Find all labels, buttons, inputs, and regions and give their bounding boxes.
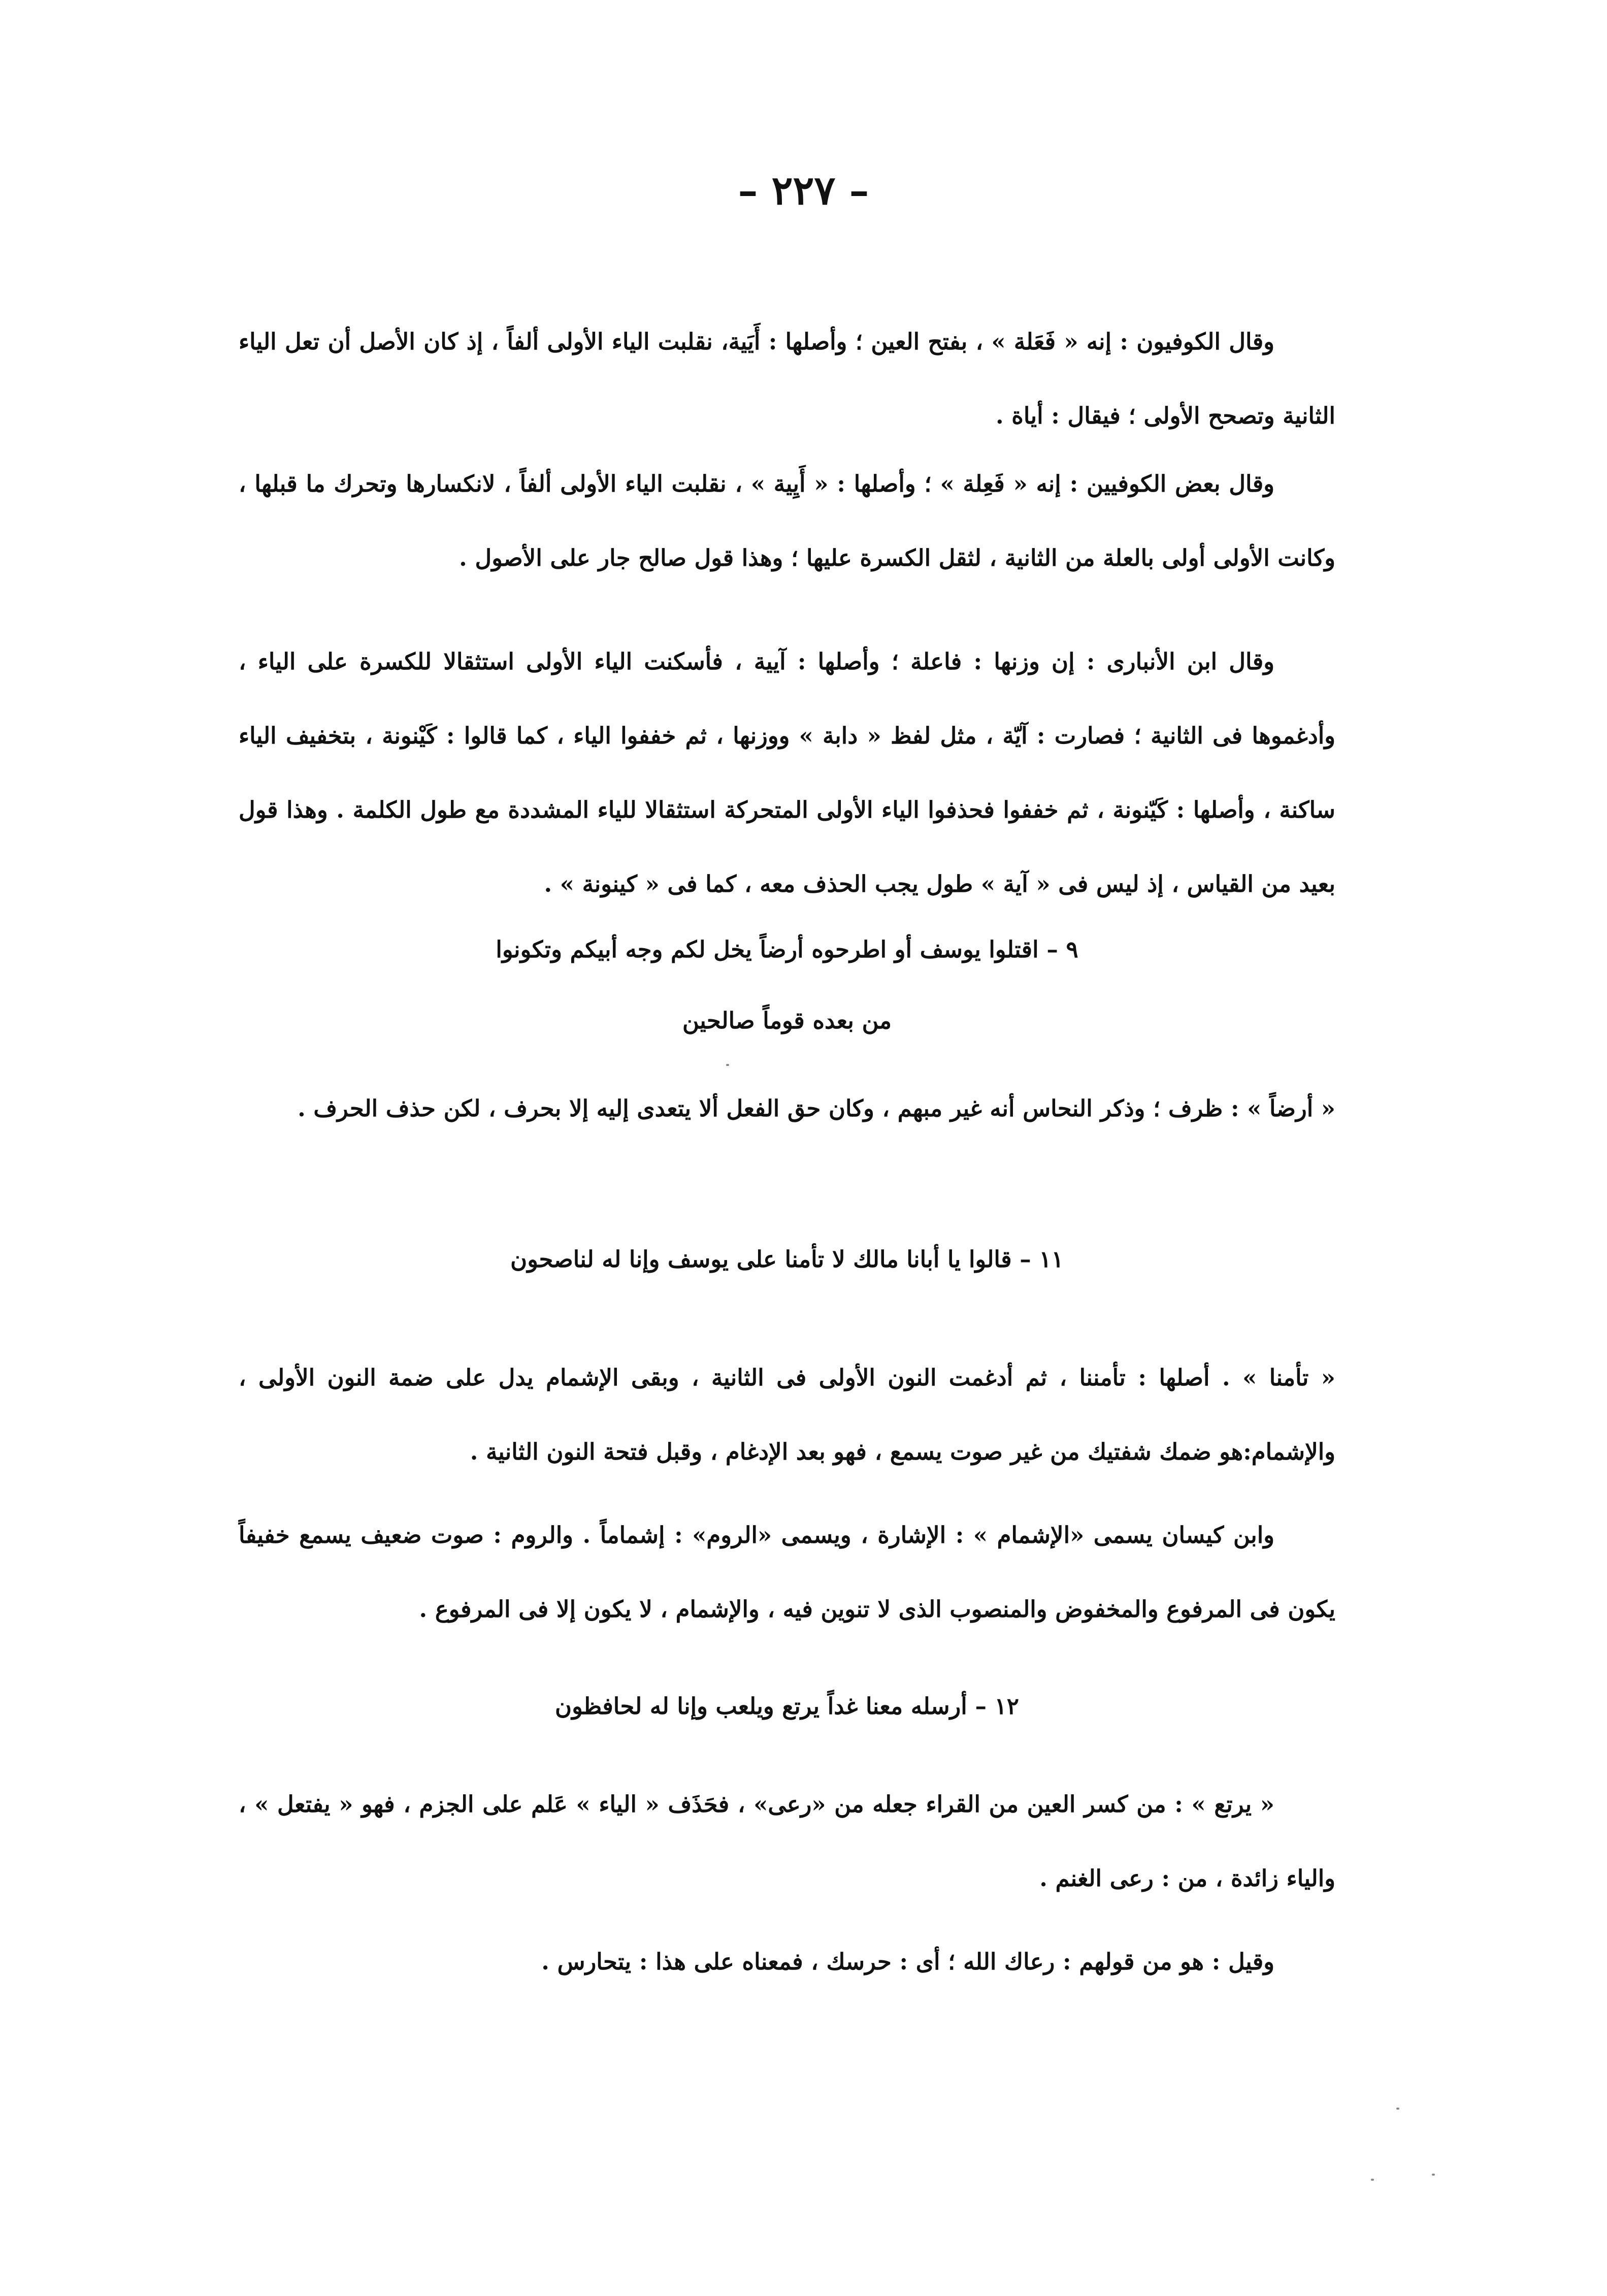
- verse-line: ١١ – قالوا يا أبانا مالك لا تأمنا على يوسف وإنا له لناصحون: [510, 1246, 1064, 1273]
- verse-line: ١٢ – أرسله معنا غداً يرتع ويلعب وإنا له لحافظون: [555, 1693, 1019, 1720]
- paragraph: وقال بعض الكوفيين : إنه « فَعِلة » ؛ وأصلها : « أَيِية » ، نقلبت الياء الأولى ألفاً ، لانكسارها وتحرك ما قبلها ، وكانت الأولى أولى بالعلة من الثانية ، لثقل الكسرة عليها ؛ وهذا قول صالح جار على الأصول .: [239, 470, 1335, 571]
- paragraph-block-8: [239, 1925, 1335, 1999]
- paragraph: « تأمنا » . أصلها : تأمننا ، ثم أدغمت النون الأولى فى الثانية ، وبقى الإشمام يدل على ضمة النون الأولى ، والإشمام:هو ضمك شفتيك من غير صوت يسمع ، فهو بعد الإدغام ، وقبل فتحة النون الثانية .: [239, 1364, 1335, 1465]
- verse-11: [239, 1224, 1335, 1295]
- paragraph-block-2: [239, 447, 1335, 595]
- paragraph: « يرتع » : من كسر العين من القراء جعله من «رعى» ، فحَذَف « الياء » عَلم على الجزم ، فهو « يفتعل » ، والياء زائدة ، من : رعى الغنم .: [239, 1791, 1335, 1892]
- page-number: – ٢٢٧ –: [738, 168, 869, 214]
- paragraph: وقال ابن الأنبارى : إن وزنها : فاعلة ؛ وأصلها : آيية ، فأسكنت الياء الأولى استثقالا للكسرة على الياء ، وأدغموها فى الثانية ؛ فصارت : آيّة ، مثل لفظ « دابة » ووزنها ، ثم خففوا الياء ، كما قالوا : كَيْنونة ، بتخفيف الياء ساكنة ، وأصلها : كَيّنونة ، ثم خففوا فحذفوا الياء الأولى المتحركة استثقالا للياء المشددة مع طول الكلمة . وهذا قول بعيد من القياس ، إذ ليس فى « آية » طول يجب الحذف معه ، كما فى « كينونة » .: [239, 648, 1335, 897]
- scan-speck: [1432, 2174, 1435, 2176]
- paragraph-block-3: [239, 625, 1335, 921]
- scan-speck: [726, 1064, 729, 1066]
- paragraph-block-5: [239, 1341, 1335, 1489]
- paragraph: وابن كيسان يسمى «الإشمام » : الإشارة ، ويسمى «الروم» : إشماماً . والروم : صوت ضعيف يسمع خفيفاً يكون فى المرفوع والمخفوض والمنصوب الذى لا تنوين فيه ، والإشمام ، لا يكون إلا فى المرفوع .: [239, 1522, 1335, 1623]
- scan-speck: [1396, 2108, 1399, 2110]
- verse-line: ٩ – اقتلوا يوسف أو اطرحوه أرضاً يخل لكم وجه أبيكم وتكونوا: [496, 936, 1078, 963]
- paragraph-block-6: [239, 1498, 1335, 1646]
- paragraph-block-4: [239, 1072, 1335, 1146]
- paragraph: « أرضاً » : ظرف ؛ وذكر النحاس أنه غير مبهم ، وكان حق الفعل ألا يتعدى إليه إلا بحرف ، لكن حذف الحرف .: [298, 1095, 1335, 1122]
- paragraph-block-7: [239, 1767, 1335, 1916]
- paragraph: وقيل : هو من قولهم : رعاك الله ؛ أى : حرسك ، فمعناه على هذا : يتحارس .: [541, 1948, 1274, 1975]
- verse-12: [239, 1671, 1335, 1742]
- paragraph: وقال الكوفيون : إنه « فَعَلة » ، بفتح العين ؛ وأصلها : أَيَية، نقلبت الياء الأولى ألفاً ، إذ كان الأصل أن تعل الياء الثانية وتصحح الأولى ؛ فيقال : أياة .: [239, 328, 1335, 429]
- verse-9: [239, 914, 1335, 1056]
- paragraph-block-1: [239, 305, 1335, 453]
- scan-speck: [1371, 2179, 1374, 2181]
- verse-line: من بعده قوماً صالحين: [682, 1007, 892, 1034]
